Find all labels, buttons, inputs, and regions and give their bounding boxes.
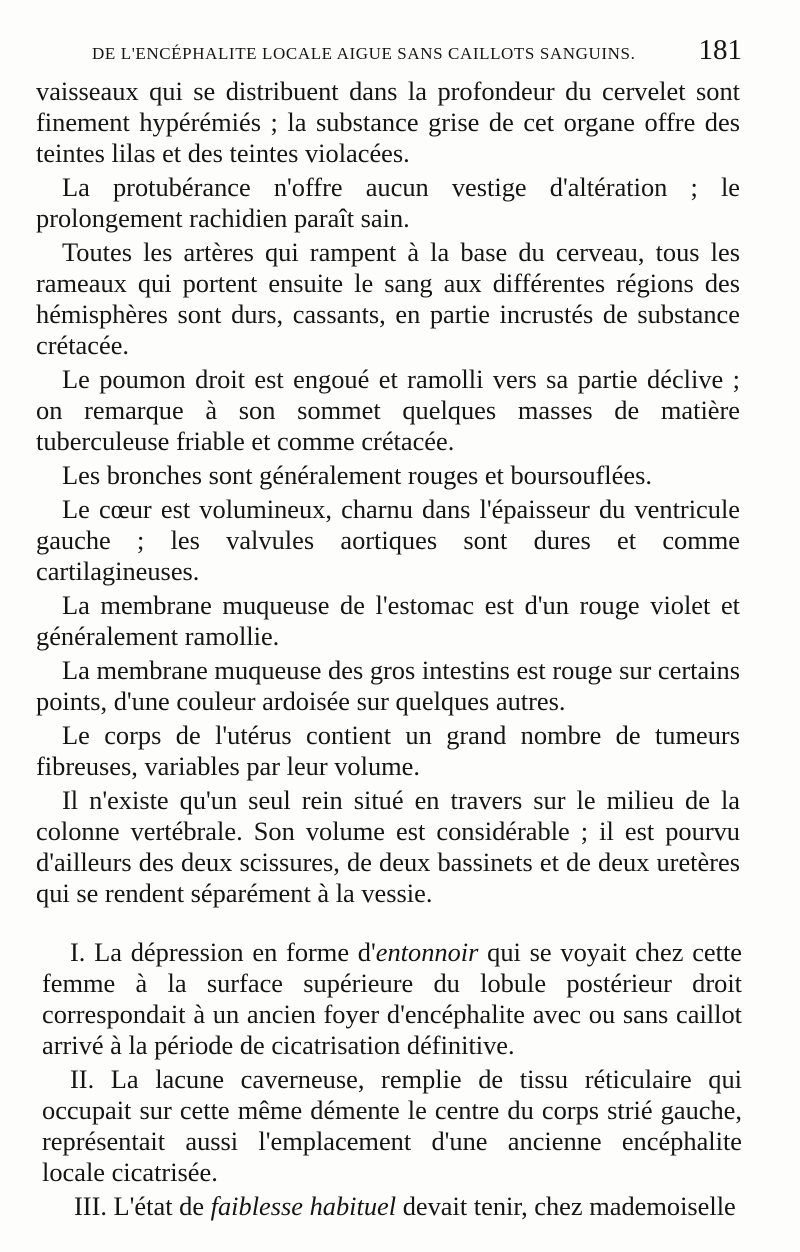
paragraph: La membrane muqueuse des gros intestins est rouge sur certains points, d'une couleur ardoisée sur quelques autres. xyxy=(36,655,740,716)
page-number: 181 xyxy=(698,34,742,66)
note-item xyxy=(42,937,742,1061)
body-text xyxy=(36,76,740,912)
paragraph: La membrane muqueuse de l'estomac est d'un rouge violet et généralement ramollie. xyxy=(36,590,740,651)
note-text: devait tenir, chez mademoiselle xyxy=(396,1191,736,1221)
numbered-notes xyxy=(42,937,742,1225)
paragraph: Toutes les artères qui rampent à la base du cerveau, tous les rameaux qui portent ensuite le sang aux différentes régions des hémisphères sont durs, cassants, en partie incrustés de substance crétacée. xyxy=(36,237,740,360)
paragraph: Le corps de l'utérus contient un grand nombre de tumeurs fibreuses, variables par leur volume. xyxy=(36,720,740,781)
note-item xyxy=(42,1064,742,1188)
note-item xyxy=(42,1191,742,1222)
paragraph: Le cœur est volumineux, charnu dans l'épaisseur du ventricule gauche ; les valvules aortiques sont dures et comme cartilagineuses. xyxy=(36,494,740,586)
paragraph: La protubérance n'offre aucun vestige d'altération ; le prolongement rachidien paraît sain. xyxy=(36,172,740,233)
note-text: I. La dépression en forme d' xyxy=(70,937,376,967)
paragraph: Les bronches sont généralement rouges et boursouflées. xyxy=(62,460,652,490)
running-header xyxy=(62,34,742,74)
paragraph: Le poumon droit est engoué et ramolli vers sa partie déclive ; on remarque à son sommet quelques masses de matière tuberculeuse friable et comme crétacée. xyxy=(36,364,740,456)
paragraph-continued: vaisseaux qui se distribuent dans la profondeur du cervelet sont finement hypérémiés ; la substance grise de cet organe offre des teintes lilas et des teintes violacées. xyxy=(36,76,740,168)
note-italic-term: faiblesse habituel xyxy=(210,1191,397,1221)
paragraph: Il n'existe qu'un seul rein situé en travers sur le milieu de la colonne vertébrale. Son volume est considérable ; il est pourvu d'ailleurs des deux scissures, de deux bassinets et de deux uretères qui se rendent séparément à la vessie. xyxy=(36,785,740,908)
note-text: II. La lacune caverneuse, remplie de tissu réticulaire qui occupait sur cette même démente le centre du corps strié gauche, représentait aussi l'emplacement d'une ancienne encéphalite locale cicatrisée. xyxy=(42,1064,742,1187)
note-text: III. L'état de xyxy=(74,1191,211,1221)
note-text: qui se voyait chez cette femme à la surface supérieure du lobule postérieur droit correspondait à un ancien foyer d'encéphalite avec ou sans caillot arrivé à la période de cicatrisation définitive. xyxy=(42,937,742,1060)
running-title: DE L'ENCÉPHALITE LOCALE AIGUE SANS CAILLOTS SANGUINS. xyxy=(92,44,636,63)
note-italic-term: entonnoir xyxy=(375,937,479,967)
